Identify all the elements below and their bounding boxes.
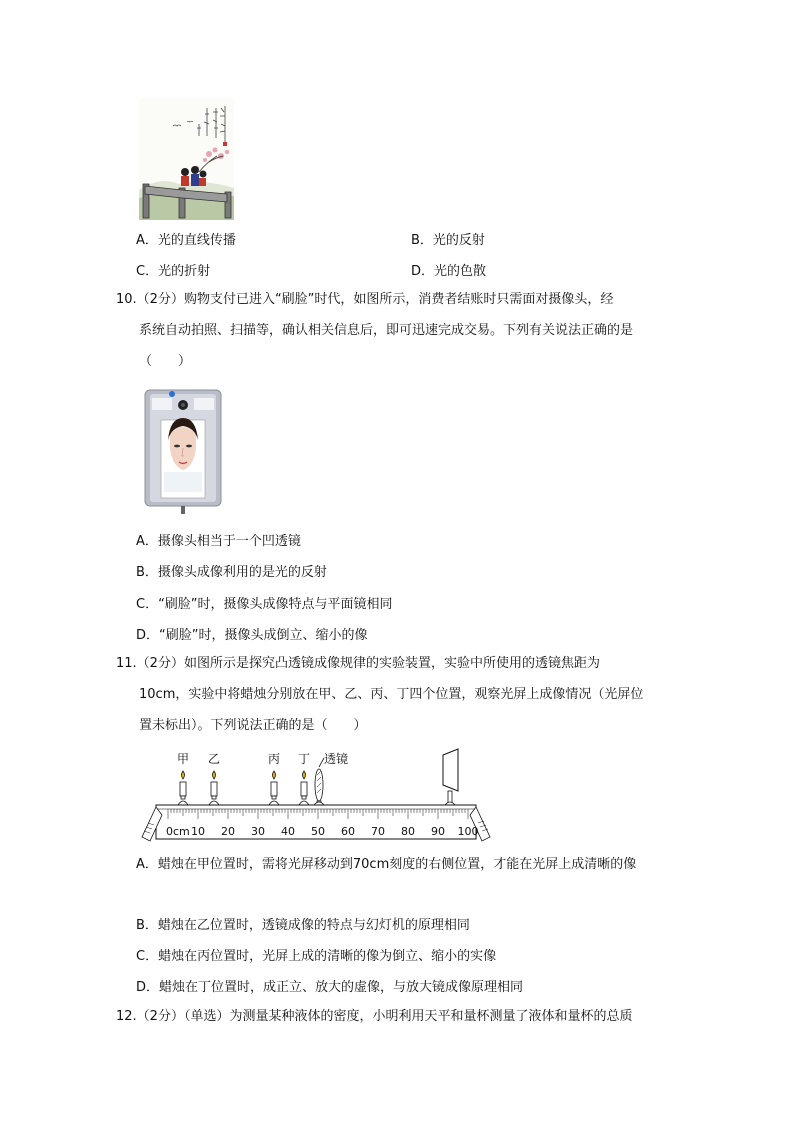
- scale-label: 100: [457, 825, 479, 838]
- q11-option-c: C．蜡烛在丙位置时，光屏上成的清晰的像为倒立、缩小的实像: [136, 949, 497, 964]
- q11-option-a: A．蜡烛在甲位置时，需将光屏移动到70cm刻度的右侧位置，才能在光屏上成清晰的像: [136, 857, 637, 872]
- label-ding: 丁: [297, 752, 311, 766]
- q9-option-a: A．光的直线传播: [136, 233, 236, 248]
- scale-label: 60: [341, 825, 355, 838]
- q9-option-d: D．光的色散: [411, 264, 487, 279]
- q11-option-b: B．蜡烛在乙位置时，透镜成像的特点与幻灯机的原理相同: [136, 918, 470, 933]
- scale-label: 10: [191, 825, 205, 838]
- q10-stem-line-3: （ ）: [139, 354, 192, 369]
- q10-option-c: C．“刷脸”时，摄像头成像特点与平面镜相同: [136, 597, 393, 612]
- q10-option-b: B．摄像头成像利用的是光的反射: [136, 565, 327, 580]
- q12-stem-line-1: 12.（2分）（单选）为测量某种液体的密度，小明利用天平和量杯测量了液体和量杯的总质: [116, 1009, 633, 1024]
- q10-stem-line-2: 系统自动拍照、扫描等，确认相关信息后，即可迅速完成交易。下列有关说法正确的是: [139, 323, 634, 338]
- q9-option-c: C．光的折射: [136, 264, 211, 279]
- candles: [178, 771, 309, 805]
- q11-stem-line-1: 11.（2分）如图所示是探究凸透镜成像规律的实验装置，实验中所使用的透镜焦距为: [116, 656, 600, 671]
- q10-option-a: A．摄像头相当于一个凹透镜: [136, 534, 301, 549]
- q11-option-d: D．蜡烛在丁位置时，成正立、放大的虚像，与放大镜成像原理相同: [136, 980, 524, 995]
- ink-painting-svg: [139, 98, 234, 220]
- scale-label: 40: [281, 825, 295, 838]
- scale-label: 90: [431, 825, 445, 838]
- optical-bench-svg: [138, 745, 498, 845]
- q10-option-d: D．“刷脸”时，摄像头成倒立、缩小的像: [136, 628, 368, 643]
- face-terminal-svg: [144, 388, 222, 514]
- q9-option-b: B．光的反射: [411, 233, 485, 248]
- q11-stem-line-2: 10cm，实验中将蜡烛分别放在甲、乙、丙、丁四个位置，观察光屏上成像情况（光屏位: [139, 687, 644, 702]
- scale-label: 80: [401, 825, 415, 838]
- optical-bench-figure: [138, 745, 498, 845]
- scale-label: 0cm: [166, 825, 190, 838]
- q10-stem-line-1: 10.（2分）购物支付已进入“刷脸”时代，如图所示，消费者结账时只需面对摄像头，经: [116, 292, 614, 307]
- label-yi: 乙: [207, 752, 221, 766]
- scale-label: 20: [221, 825, 235, 838]
- label-jia: 甲: [176, 752, 190, 766]
- label-bing: 丙: [267, 752, 281, 766]
- label-lens: 透镜: [323, 752, 349, 766]
- ink-painting-figure: [139, 98, 234, 220]
- face-payment-terminal-figure: [144, 388, 222, 514]
- scale-label: 70: [371, 825, 385, 838]
- scale-label: 50: [311, 825, 325, 838]
- q11-stem-line-3: 置未标出）。下列说法正确的是（ ）: [139, 718, 367, 733]
- scale-label: 30: [251, 825, 265, 838]
